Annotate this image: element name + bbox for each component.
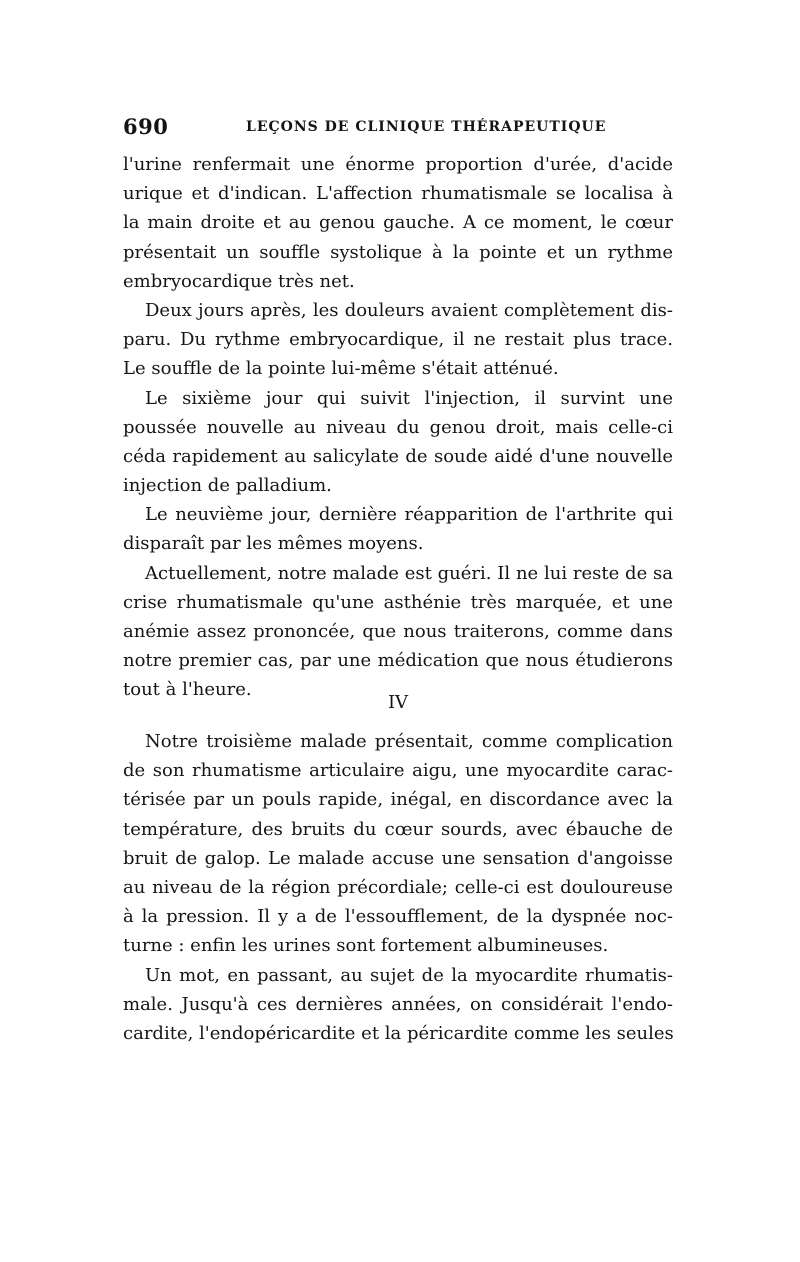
text-line: bruit de galop. Le malade accuse une sensation d'angoisse bbox=[123, 847, 673, 869]
text-line: poussée nouvelle au niveau du genou droit, mais celle-ci bbox=[123, 416, 673, 438]
body-text-upper bbox=[123, 150, 673, 705]
text-line: de son rhumatisme articulaire aigu, une myocardite carac- bbox=[123, 760, 673, 782]
text-line: notre premier cas, par une médication que nous étudierons bbox=[123, 650, 673, 672]
text-line: embryocardique très net. bbox=[123, 270, 355, 292]
text-line: Le sixième jour qui suivit l'injection, il survint une bbox=[145, 387, 673, 409]
body-text-lower bbox=[123, 727, 673, 1048]
text-line: la main droite et au genou gauche. A ce moment, le cœur bbox=[123, 212, 673, 234]
text-line: présentait un souffle systolique à la pointe et un rythme bbox=[123, 241, 673, 263]
text-line: anémie assez prononcée, que nous traiterons, comme dans bbox=[123, 621, 673, 642]
text-line: Actuellement, notre malade est guéri. Il ne lui reste de sa bbox=[145, 562, 673, 584]
text-line: l'urine renfermait une énorme proportion d'urée, d'acide bbox=[123, 154, 673, 175]
text-line: turne : enfin les urines sont fortement albumineuses. bbox=[123, 935, 609, 957]
text-line: urique et d'indican. L'affection rhumatismale se localisa à bbox=[123, 183, 673, 205]
text-line: Notre troisième malade présentait, comme complication bbox=[145, 731, 673, 752]
text-line: céda rapidement au salicylate de soude aidé d'une nouvelle bbox=[123, 445, 673, 467]
text-line: tout à l'heure. bbox=[123, 679, 252, 701]
text-line: injection de palladium. bbox=[123, 475, 332, 497]
text-line: au niveau de la région précordiale; celle-ci est douloureuse bbox=[123, 876, 673, 898]
text-line: Deux jours après, les douleurs avaient complètement dis- bbox=[145, 299, 673, 321]
text-line: Le souffle de la pointe lui-même s'était atténué. bbox=[123, 358, 559, 380]
text-line: cardite, l'endopéricardite et la péricardite comme les seules bbox=[123, 1022, 674, 1044]
text-line: paru. Du rythme embryocardique, il ne restait plus trace. bbox=[123, 329, 673, 351]
text-line: térisée par un pouls rapide, inégal, en discordance avec la bbox=[123, 789, 673, 811]
text-line: température, des bruits du cœur sourds, avec ébauche de bbox=[123, 818, 673, 840]
text-line: à la pression. Il y a de l'essoufflement, de la dyspnée noc- bbox=[123, 906, 673, 928]
running-title: LEÇONS DE CLINIQUE THÉRAPEUTIQUE bbox=[246, 119, 607, 135]
text-line: male. Jusqu'à ces dernières années, on considérait l'endo- bbox=[123, 993, 673, 1015]
page-number: 690 bbox=[123, 114, 169, 139]
text-line: disparaît par les mêmes moyens. bbox=[123, 533, 424, 555]
page-header bbox=[123, 114, 683, 142]
section-heading: IV bbox=[387, 692, 409, 713]
text-line: Un mot, en passant, au sujet de la myocardite rhumatis- bbox=[145, 964, 673, 986]
text-line: crise rhumatismale qu'une asthénie très marquée, et une bbox=[123, 591, 673, 613]
text-line: Le neuvième jour, dernière réapparition de l'arthrite qui bbox=[145, 504, 673, 526]
